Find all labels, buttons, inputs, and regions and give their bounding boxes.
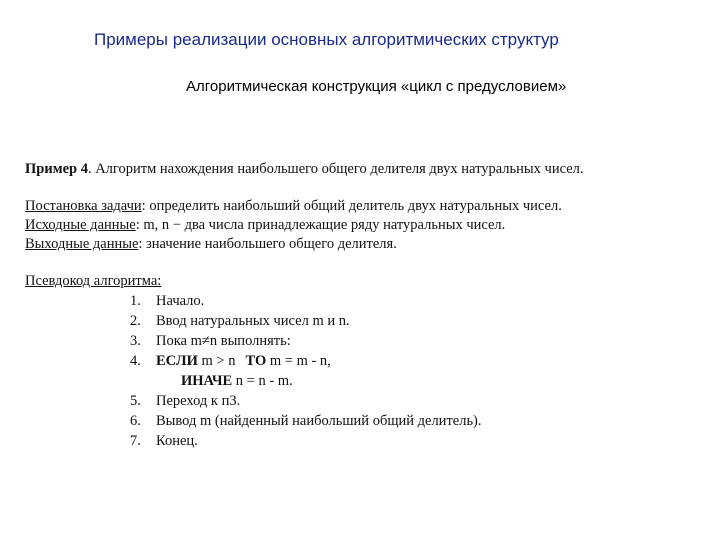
step-text: Начало. — [156, 293, 205, 309]
output-data-text: : значение наибольшего общего делителя. — [138, 236, 397, 252]
output-data-label: Выходные данные — [25, 236, 139, 252]
slide-title: Примеры реализации основных алгоритмических структур — [94, 30, 559, 49]
step-number: 7. — [130, 433, 141, 449]
slide-subtitle: Алгоритмическая конструкция «цикл с предусловием» — [186, 78, 567, 95]
step-text: Вывод m (найденный наибольший общий делитель). — [156, 413, 482, 429]
document-body — [25, 160, 705, 451]
then-keyword: ТО — [245, 353, 267, 369]
else-text: n = n - m. — [232, 373, 293, 389]
step-7 — [25, 431, 705, 451]
step-number: 6. — [130, 413, 141, 429]
input-data-text: : m, n − два числа принадлежащие ряду натуральных чисел. — [135, 217, 506, 233]
step-6 — [25, 411, 705, 431]
task-statement-text: : определить наибольший общий делитель двух натуральных чисел. — [141, 198, 562, 214]
then-text: m = m - n, — [266, 353, 331, 369]
step-number: 5. — [130, 393, 141, 409]
step-number: 3. — [130, 333, 141, 349]
step-text: Ввод натуральных чисел m и n. — [156, 313, 350, 329]
pseudocode-heading: Псевдокод алгоритма: — [25, 273, 162, 289]
pseudocode-heading-line — [25, 272, 705, 291]
example-line — [25, 160, 705, 179]
step-5 — [25, 391, 705, 411]
step-number: 2. — [130, 313, 141, 329]
step-text: Пока m≠n выполнять: — [156, 333, 291, 349]
if-condition: m > n — [197, 353, 236, 369]
step-3 — [25, 331, 705, 351]
task-statement-label: Постановка задачи — [25, 198, 142, 214]
step-text: Переход к п3. — [156, 393, 241, 409]
step-number: 1. — [130, 293, 141, 309]
example-text: . Алгоритм нахождения наибольшего общего делителя двух натуральных чисел. — [87, 161, 584, 177]
pseudocode-steps — [25, 291, 705, 451]
example-label: Пример 4 — [25, 161, 88, 177]
step-text: Конец. — [156, 433, 198, 449]
step-number: 4. — [130, 353, 141, 369]
task-statement-line — [25, 197, 705, 216]
input-data-label: Исходные данные — [25, 217, 136, 233]
output-data-line — [25, 235, 705, 254]
input-data-line — [25, 216, 705, 235]
step-4 — [25, 351, 705, 371]
if-keyword: ЕСЛИ — [156, 353, 198, 369]
step-2 — [25, 311, 705, 331]
else-line — [181, 371, 705, 391]
step-1 — [25, 291, 705, 311]
else-keyword: ИНАЧЕ — [181, 373, 233, 389]
